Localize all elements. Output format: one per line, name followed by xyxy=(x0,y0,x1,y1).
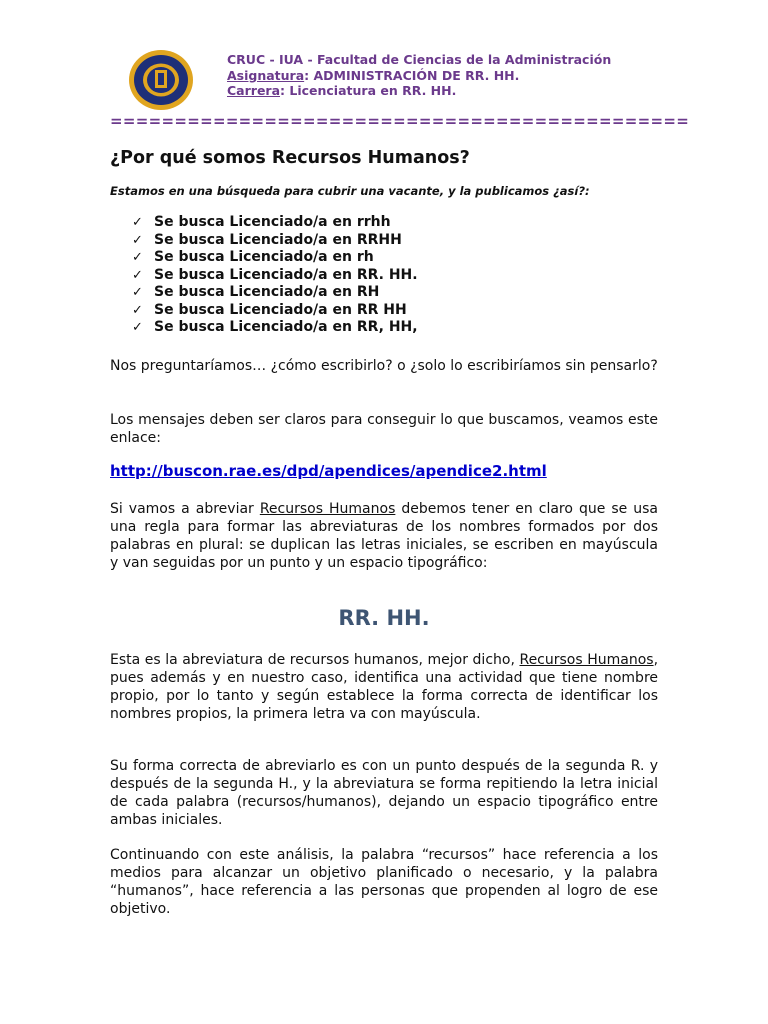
career-line xyxy=(227,83,611,99)
paragraph-proper-noun xyxy=(110,651,658,723)
list-item-label: Se busca Licenciado/a en RR HH xyxy=(154,301,407,318)
underlined-term: Recursos Humanos xyxy=(259,501,396,517)
page-title: ¿Por qué somos Recursos Humanos? xyxy=(110,148,470,168)
university-seal-logo xyxy=(128,49,194,111)
check-icon: ✓ xyxy=(132,232,143,248)
list-item-label: Se busca Licenciado/a en RR. HH. xyxy=(154,266,418,283)
list-item xyxy=(132,319,418,337)
check-icon: ✓ xyxy=(132,267,143,283)
paragraph-messages: Los mensajes deben ser claros para conseguir lo que buscamos, veamos este enlace: xyxy=(110,412,658,446)
paragraph-correct-form: Su forma correcta de abreviarlo es con un punto después de la segunda R. y después de la segunda H., y la abreviatura se forma repitiendo la letra inicial de cada palabra (recursos/humanos), dejando un espacio tipográfico entre ambas iniciales. xyxy=(110,758,658,828)
career-value: : Licenciatura en RR. HH. xyxy=(280,83,457,98)
list-item-label: Se busca Licenciado/a en RRHH xyxy=(154,231,402,248)
checklist xyxy=(132,214,418,337)
abbreviation-heading: RR. HH. xyxy=(338,606,430,630)
list-item xyxy=(132,267,418,285)
check-icon: ✓ xyxy=(132,250,143,265)
intro-text: Estamos en una búsqueda para cubrir una vacante, y la publicamos ¿así?: xyxy=(110,184,590,198)
subject-value: : ADMINISTRACIÓN DE RR. HH. xyxy=(304,67,520,83)
rae-link[interactable]: http://buscon.rae.es/dpd/apendices/apendice2.html xyxy=(110,462,547,480)
list-item xyxy=(132,249,418,267)
list-item xyxy=(132,284,418,302)
check-icon: ✓ xyxy=(132,320,143,335)
underlined-term: Recursos Humanos xyxy=(519,652,654,668)
list-item xyxy=(132,232,418,250)
subject-line xyxy=(227,68,611,84)
list-item xyxy=(132,214,418,232)
paragraph-text: Si vamos a abreviar xyxy=(110,501,260,517)
list-item-label: Se busca Licenciado/a en RR, HH, xyxy=(154,319,418,335)
check-icon: ✓ xyxy=(132,215,143,230)
check-icon: ✓ xyxy=(132,285,143,300)
paragraph-text: , pues además y en nuestro caso, identifica una actividad que tiene nombre propio, por lo tanto y según establece la forma correcta de identificar los nombres propios, la primera letra va con mayúscula. xyxy=(110,652,659,722)
check-icon: ✓ xyxy=(132,302,143,318)
list-item-label: Se busca Licenciado/a en rrhh xyxy=(154,214,391,230)
institution-line: CRUC - IUA - Facultad de Ciencias de la Administración xyxy=(227,52,612,67)
list-item-label: Se busca Licenciado/a en rh xyxy=(154,249,374,265)
list-item xyxy=(132,302,418,320)
paragraph-text: Esta es la abreviatura de recursos humanos, mejor dicho, xyxy=(110,652,520,668)
list-item-label: Se busca Licenciado/a en RH xyxy=(154,284,380,300)
paragraph-text: debemos tener en claro que se usa una regla para formar las abreviaturas de los nombres formados por dos palabras en plural: se duplican las letras iniciales, se escriben en mayúscula y van seguidas por un punto y un espacio tipográfico: xyxy=(110,501,658,571)
separator-line: ============================================= xyxy=(110,112,690,130)
document-header xyxy=(227,52,611,99)
paragraph-analysis: Continuando con este análisis, la palabra “recursos” hace referencia a los medios para alcanzar un objetivo planificado o necesario, y la palabra “humanos”, hace referencia a las personas que propenden al logro de ese objetivo. xyxy=(110,847,658,917)
subject-label: Asignatura xyxy=(227,67,305,83)
paragraph-question: Nos preguntaríamos… ¿cómo escribirlo? o ¿solo lo escribiríamos sin pensarlo? xyxy=(110,358,658,374)
career-label: Carrera xyxy=(227,83,281,98)
paragraph-abbreviation-rule xyxy=(110,500,658,572)
